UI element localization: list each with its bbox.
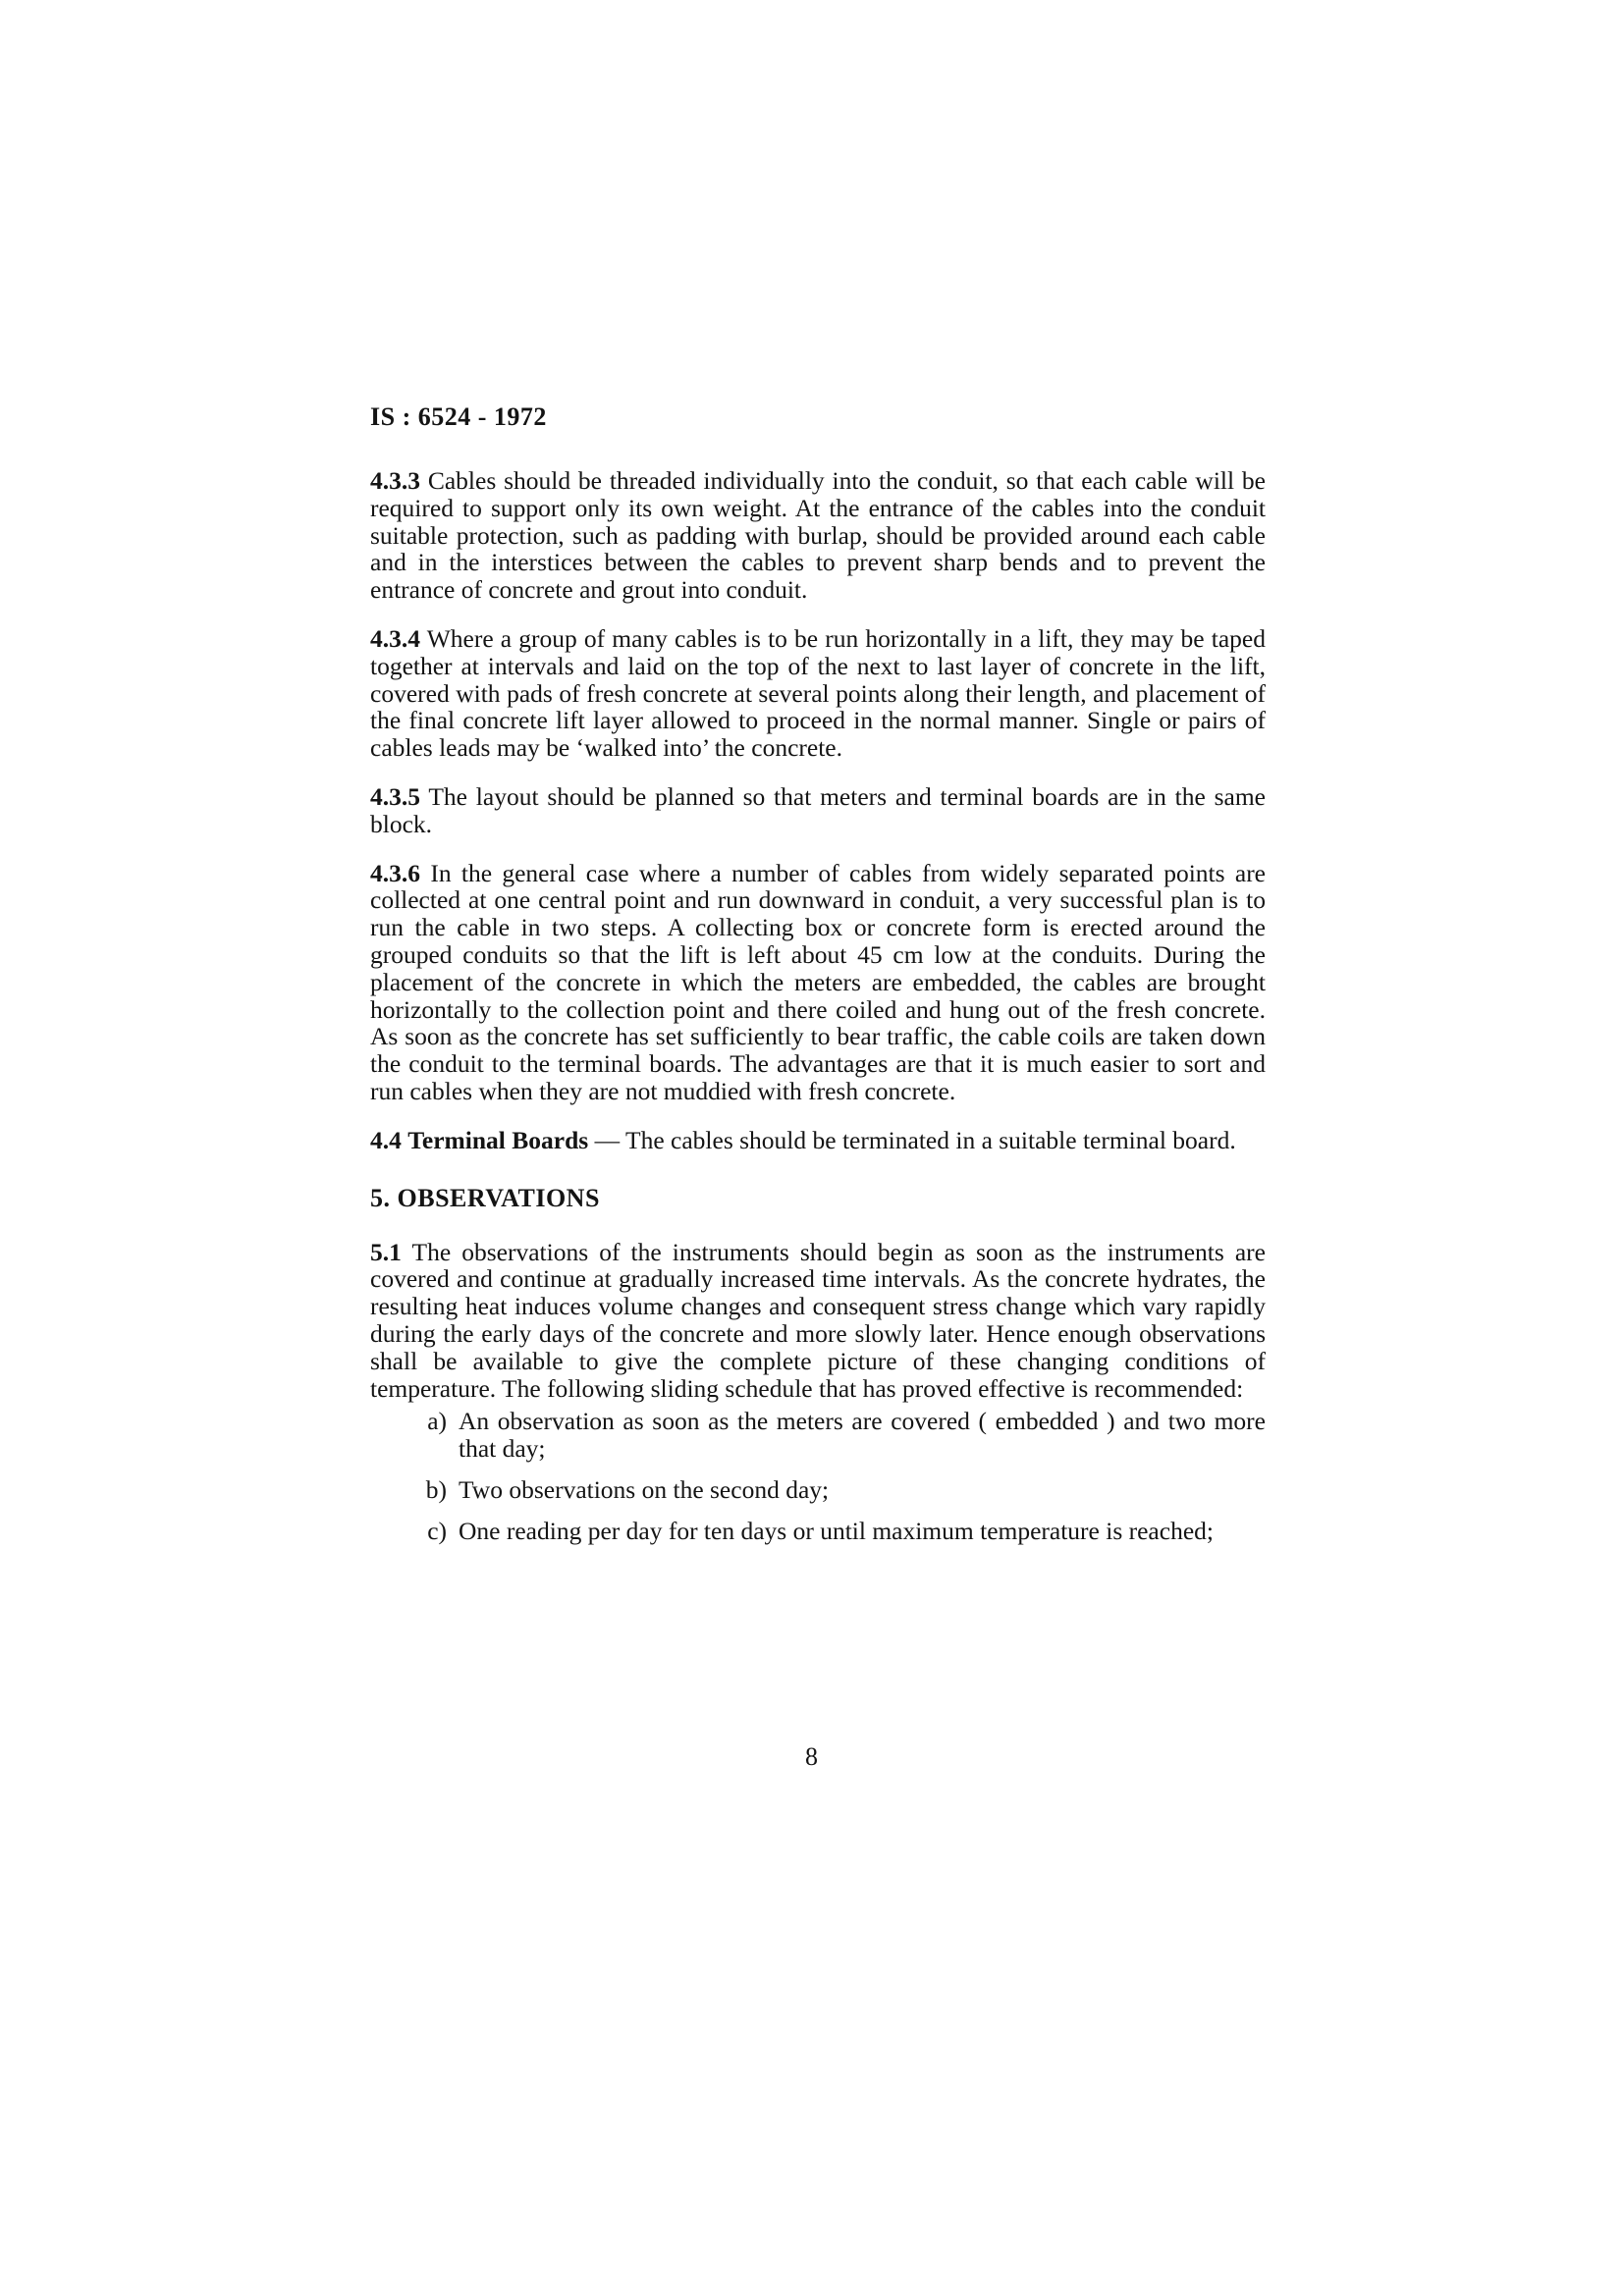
em-dash: — (594, 1125, 621, 1154)
standard-number: IS : 6524 - 1972 (370, 402, 547, 431)
clause-text: Cables should be threaded individually into the conduit, so that each cable will be required to support only its own weight. At the entrance of the cables into the conduit suitable protection, such as padding with burlap, should be provided around each cable and in the interstices between the cables to prevent sharp bends and to prevent the entrance of concrete and grout into conduit. (370, 466, 1266, 605)
clause-number: 4.3.3 (370, 466, 420, 495)
clause-number: 4.3.4 (370, 623, 420, 653)
list-item (370, 1518, 1266, 1545)
clause-4-4 (370, 1127, 1266, 1154)
clause-text: The observations of the instruments should begin as soon as the instruments are covered and continue at gradually increased time intervals. As the concrete hydrates, the resulting heat induces volume changes and consequent stress change which vary rapidly during the early days of the concrete and more slowly later. Hence enough observations shall be available to give the complete picture of these changing conditions of temperature. The following sliding schedule that has proved effective is recommended: (370, 1237, 1266, 1403)
list-item (370, 1476, 1266, 1504)
list-item-text: Two observations on the second day; (459, 1474, 830, 1504)
clause-text: The cables should be terminated in a suitable terminal board. (625, 1125, 1236, 1154)
clause-number: 4.4 (370, 1125, 402, 1154)
observation-schedule-list (370, 1408, 1266, 1544)
list-item-text: An observation as soon as the meters are covered ( embedded ) and two more that day; (459, 1407, 1266, 1464)
document-page (370, 402, 1266, 1559)
clause-5-1 (370, 1239, 1266, 1403)
clause-text: In the general case where a number of cables from widely separated points are collected at one central point and run downward in conduit, a very successful plan is to run the cable in two steps. A collecting box or concrete form is erected around the grouped conduits so that the lift is left about 45 cm low at the conduits. During the placement of the concrete in which the meters are embedded, the cables are brought horizontally to the collection point and there coiled and hung out of the fresh concrete. As soon as the concrete has set sufficiently to bear traffic, the cable coils are taken down the conduit to the terminal boards. The advantages are that it is much easier to sort and run cables when they are not muddied with fresh concrete. (370, 858, 1266, 1105)
clause-number: 4.3.6 (370, 858, 420, 887)
list-item (370, 1408, 1266, 1463)
list-item-text: One reading per day for ten days or until maximum temperature is reached; (459, 1516, 1214, 1545)
clause-text: Where a group of many cables is to be run horizontally in a lift, they may be taped together at intervals and laid on the top of the next to last layer of concrete in the lift, covered with pads of fresh concrete at several points along their length, and placement of the final concrete lift layer allowed to proceed in the normal manner. Single or pairs of cables leads may be ‘walked into’ the concrete. (370, 623, 1266, 763)
clause-4-3-4 (370, 625, 1266, 762)
clause-number: 4.3.5 (370, 781, 420, 811)
clause-term: Terminal Boards (407, 1125, 589, 1154)
clause-number: 5.1 (370, 1237, 402, 1266)
page-number: 8 (805, 1742, 818, 1771)
clause-4-3-6 (370, 860, 1266, 1105)
section-heading: 5. OBSERVATIONS (370, 1183, 600, 1212)
list-marker: a) (427, 1407, 447, 1436)
list-marker: c) (427, 1516, 447, 1545)
clause-4-3-3 (370, 467, 1266, 604)
clause-4-3-5 (370, 783, 1266, 838)
clause-text: The layout should be planned so that meters and terminal boards are in the same block. (370, 781, 1267, 838)
list-marker: b) (425, 1474, 447, 1504)
